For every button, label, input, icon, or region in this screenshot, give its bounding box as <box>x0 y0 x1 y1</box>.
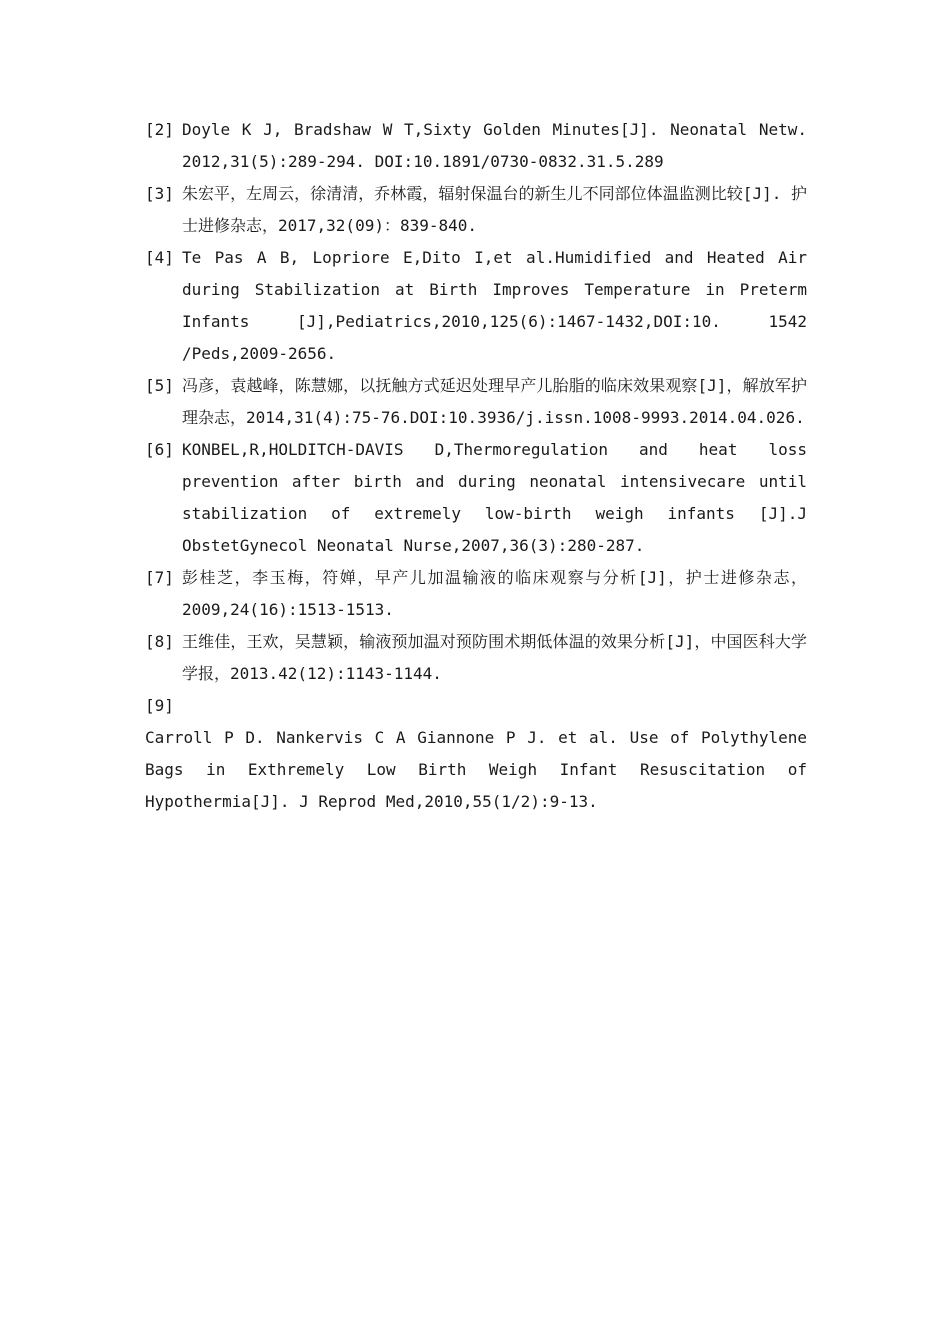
reference-text: Doyle K J, Bradshaw W T,Sixty Golden Minutes[J]. Neonatal Netw. 2012,31(5):289-294. DOI:10.1891/0730-0832.31.5.289 <box>182 120 807 171</box>
reference-list <box>145 114 807 818</box>
reference-item <box>145 690 807 818</box>
reference-number: [6] <box>145 440 174 459</box>
reference-text: Te Pas A B, Lopriore E,Dito I,et al.Humidified and Heated Air during Stabilization at Birth Improves Temperature in Preterm Infants [J],Pediatrics,2010,125(6):1467-1432,DOI:10. 1542 /Peds,2009-2656. <box>182 248 807 363</box>
reference-item <box>145 242 807 370</box>
reference-item <box>145 562 807 626</box>
reference-number: [2] <box>145 120 174 139</box>
reference-number: [3] <box>145 184 174 203</box>
reference-text: KONBEL,R,HOLDITCH-DAVIS D,Thermoregulation and heat loss prevention after birth and during neonatal intensivecare until stabilization of extremely low-birth weigh infants [J].J ObstetGynecol Neonatal Nurse,2007,36(3):280-287. <box>182 440 807 555</box>
reference-number: [4] <box>145 248 174 267</box>
reference-text: 朱宏平，左周云，徐清清，乔林霞，辐射保温台的新生儿不同部位体温监测比较[J]. 护士进修杂志，2017,32(09)：839-840. <box>182 184 807 235</box>
reference-item <box>145 178 807 242</box>
reference-text: 彭桂芝，李玉梅，符婵，早产儿加温输液的临床观察与分析[J]，护士进修杂志，2009,24(16):1513-1513. <box>182 568 807 619</box>
reference-item <box>145 114 807 178</box>
reference-text: 王维佳，王欢，吴慧颖，输液预加温对预防围术期低体温的效果分析[J]，中国医科大学学报，2013.42(12):1143-1144. <box>182 632 807 683</box>
reference-number: [5] <box>145 376 174 395</box>
reference-number: [7] <box>145 568 174 587</box>
reference-number: [8] <box>145 632 174 651</box>
reference-text: 冯彦，袁越峰，陈慧娜，以抚触方式延迟处理早产儿胎脂的临床效果观察[J]，解放军护理杂志，2014,31(4):75-76.DOI:10.3936/j.issn.1008-9993.2014.04.026. <box>182 376 807 427</box>
reference-item <box>145 370 807 434</box>
reference-item <box>145 626 807 690</box>
reference-item <box>145 434 807 562</box>
reference-text: Carroll P D. Nankervis C A Giannone P J. et al. Use of Polythylene Bags in Exthremely Low Birth Weigh Infant Resuscitation of Hypothermia[J]. J Reprod Med,2010,55(1/2):9-13. <box>145 728 807 811</box>
reference-number: [9] <box>145 696 174 715</box>
